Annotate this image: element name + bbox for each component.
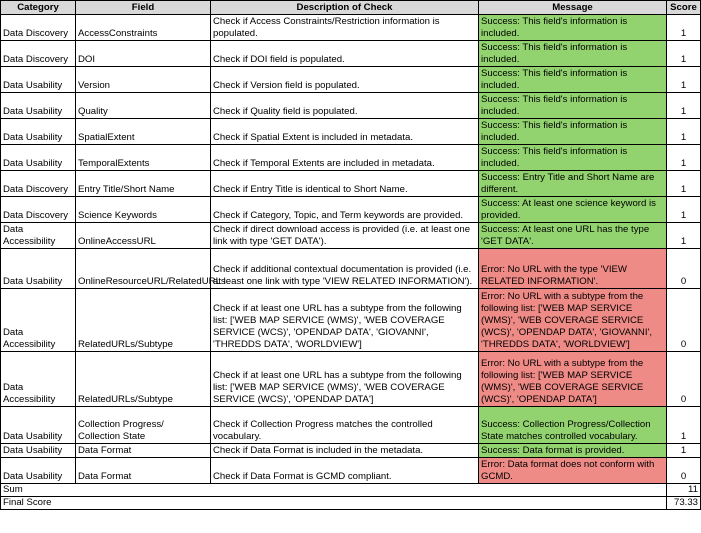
- score-cell: 0: [667, 249, 701, 289]
- table-row: [1, 223, 701, 249]
- header-row: [1, 1, 701, 15]
- description-cell: Check if Access Constraints/Restriction information is populated.: [211, 15, 479, 41]
- table-row: [1, 41, 701, 67]
- final-score-value: 73.33: [667, 497, 701, 510]
- score-cell: 1: [667, 197, 701, 223]
- score-cell: 1: [667, 223, 701, 249]
- message-cell: Success: At least one science keyword is provided.: [479, 197, 667, 223]
- message-cell: Success: This field's information is included.: [479, 41, 667, 67]
- table-row: [1, 352, 701, 407]
- category-cell: Data Usability: [1, 145, 76, 171]
- description-cell: Check if Entry Title is identical to Short Name.: [211, 171, 479, 197]
- message-cell: Success: This field's information is included.: [479, 93, 667, 119]
- category-cell: Data Accessibility: [1, 289, 76, 352]
- field-cell: Version: [76, 67, 211, 93]
- description-cell: Check if Category, Topic, and Term keywords are provided.: [211, 197, 479, 223]
- category-cell: Data Usability: [1, 458, 76, 484]
- message-cell: Success: At least one URL has the type 'GET DATA'.: [479, 223, 667, 249]
- field-cell: DOI: [76, 41, 211, 67]
- field-cell: OnlineResourceURL/RelatedURLs: [76, 249, 211, 289]
- category-cell: Data Discovery: [1, 41, 76, 67]
- score-cell: 1: [667, 444, 701, 458]
- description-cell: Check if Version field is populated.: [211, 67, 479, 93]
- description-header: Description of Check: [211, 1, 479, 15]
- field-cell: Collection Progress/ Collection State: [76, 407, 211, 444]
- field-cell: Science Keywords: [76, 197, 211, 223]
- sum-value: 11: [667, 484, 701, 497]
- message-cell: Success: Collection Progress/Collection State matches controlled vocabulary.: [479, 407, 667, 444]
- table-row: [1, 119, 701, 145]
- category-cell: Data Discovery: [1, 197, 76, 223]
- score-cell: 1: [667, 41, 701, 67]
- description-cell: Check if Collection Progress matches the controlled vocabulary.: [211, 407, 479, 444]
- message-cell: Success: This field's information is included.: [479, 15, 667, 41]
- description-cell: Check if at least one URL has a subtype from the following list: ['WEB MAP SERVICE (WMS)', 'WEB COVERAGE SERVICE (WCS)', 'OPENDAP DATA']: [211, 352, 479, 407]
- final-score-label: Final Score: [1, 497, 667, 510]
- description-cell: Check if at least one URL has a subtype from the following list: ['WEB MAP SERVICE (WMS)', 'WEB COVERAGE SERVICE (WCS)', 'OPENDAP DATA', 'GIOVANNI', 'THREDDS DATA', 'WORLDVIEW']: [211, 289, 479, 352]
- description-cell: Check if DOI field is populated.: [211, 41, 479, 67]
- message-cell: Error: Data format does not conform with GCMD.: [479, 458, 667, 484]
- score-cell: 1: [667, 67, 701, 93]
- field-cell: AccessConstraints: [76, 15, 211, 41]
- score-cell: 0: [667, 289, 701, 352]
- score-cell: 1: [667, 15, 701, 41]
- score-cell: 1: [667, 119, 701, 145]
- message-cell: Success: This field's information is included.: [479, 145, 667, 171]
- score-cell: 0: [667, 458, 701, 484]
- field-cell: Data Format: [76, 444, 211, 458]
- description-cell: Check if Quality field is populated.: [211, 93, 479, 119]
- table-row: [1, 458, 701, 484]
- field-header: Field: [76, 1, 211, 15]
- message-cell: Error: No URL with a subtype from the following list: ['WEB MAP SERVICE (WMS)', 'WEB COVERAGE SERVICE (WCS)', 'OPENDAP DATA']: [479, 352, 667, 407]
- category-cell: Data Usability: [1, 444, 76, 458]
- score-cell: 1: [667, 407, 701, 444]
- category-cell: Data Accessibility: [1, 352, 76, 407]
- field-cell: OnlineAccessURL: [76, 223, 211, 249]
- category-cell: Data Usability: [1, 249, 76, 289]
- category-cell: Data Usability: [1, 119, 76, 145]
- sum-row: [1, 484, 701, 497]
- table-row: [1, 289, 701, 352]
- table-row: [1, 444, 701, 458]
- category-cell: Data Discovery: [1, 171, 76, 197]
- score-header: Score: [667, 1, 701, 15]
- description-cell: Check if Data Format is included in the metadata.: [211, 444, 479, 458]
- category-cell: Data Accessibility: [1, 223, 76, 249]
- field-cell: Quality: [76, 93, 211, 119]
- message-cell: Success: This field's information is included.: [479, 67, 667, 93]
- field-cell: Entry Title/Short Name: [76, 171, 211, 197]
- category-header: Category: [1, 1, 76, 15]
- field-cell: RelatedURLs/Subtype: [76, 352, 211, 407]
- field-cell: TemporalExtents: [76, 145, 211, 171]
- message-cell: Success: This field's information is included.: [479, 119, 667, 145]
- category-cell: Data Usability: [1, 67, 76, 93]
- category-cell: Data Discovery: [1, 15, 76, 41]
- message-header: Message: [479, 1, 667, 15]
- score-cell: 1: [667, 145, 701, 171]
- sum-label: Sum: [1, 484, 667, 497]
- description-cell: Check if direct download access is provided (i.e. at least one link with type 'GET DATA').: [211, 223, 479, 249]
- message-cell: Success: Entry Title and Short Name are different.: [479, 171, 667, 197]
- table-row: [1, 171, 701, 197]
- table-row: [1, 407, 701, 444]
- table-row: [1, 93, 701, 119]
- message-cell: Error: No URL with the type 'VIEW RELATED INFORMATION'.: [479, 249, 667, 289]
- field-cell: Data Format: [76, 458, 211, 484]
- description-cell: Check if Temporal Extents are included in metadata.: [211, 145, 479, 171]
- category-cell: Data Usability: [1, 407, 76, 444]
- category-cell: Data Usability: [1, 93, 76, 119]
- field-cell: SpatialExtent: [76, 119, 211, 145]
- table-row: [1, 15, 701, 41]
- table-row: [1, 67, 701, 93]
- description-cell: Check if additional contextual documentation is provided (i.e. at least one link with type 'VIEW RELATED INFORMATION').: [211, 249, 479, 289]
- description-cell: Check if Data Format is GCMD compliant.: [211, 458, 479, 484]
- message-cell: Error: No URL with a subtype from the following list: ['WEB MAP SERVICE (WMS)', 'WEB COVERAGE SERVICE (WCS)', 'OPENDAP DATA', 'GIOVANNI', 'THREDDS DATA', 'WORLDVIEW']: [479, 289, 667, 352]
- message-cell: Success: Data format is provided.: [479, 444, 667, 458]
- score-cell: 1: [667, 93, 701, 119]
- table-row: [1, 145, 701, 171]
- field-cell: RelatedURLs/Subtype: [76, 289, 211, 352]
- table-row: [1, 249, 701, 289]
- description-cell: Check if Spatial Extent is included in metadata.: [211, 119, 479, 145]
- score-cell: 0: [667, 352, 701, 407]
- score-cell: 1: [667, 171, 701, 197]
- table-row: [1, 197, 701, 223]
- final-score-row: [1, 497, 701, 510]
